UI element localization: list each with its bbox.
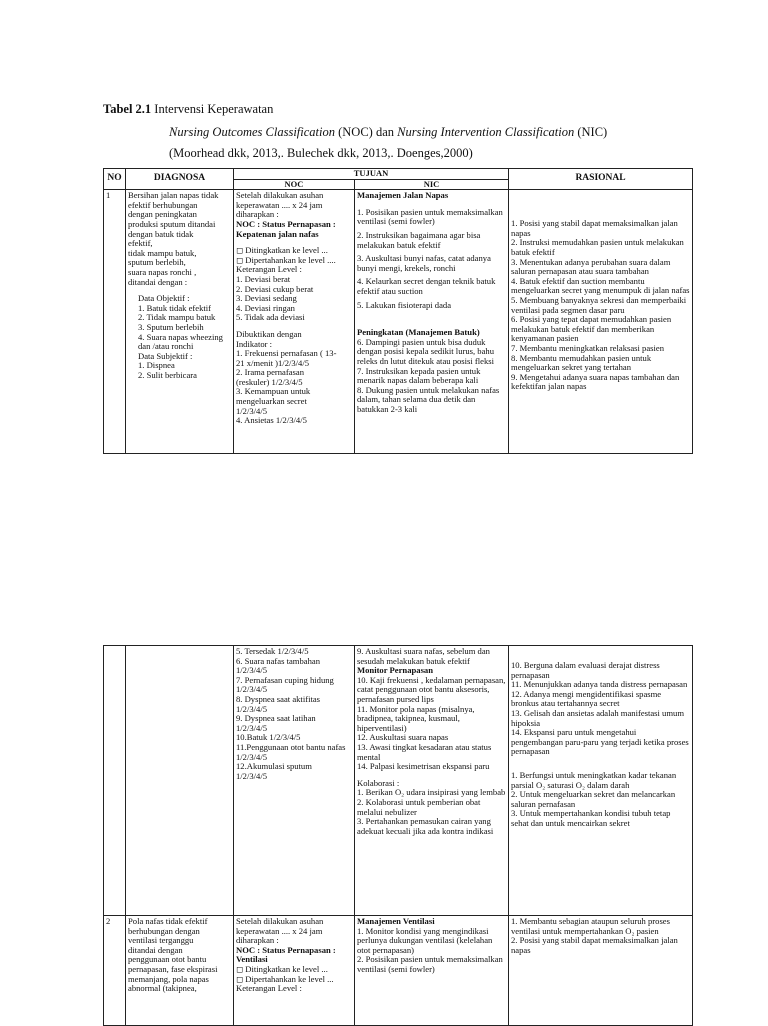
list-line: Pola nafas tidak efektif: [128, 916, 208, 926]
row3-rasional: [509, 916, 693, 1026]
intervention-table-part2: [103, 645, 693, 1026]
intervention-table-part1: [103, 168, 693, 454]
list-line: 6. Suara nafas tambahan: [236, 655, 320, 666]
noc-abbr: (NOC) dan: [338, 125, 394, 139]
row1-do-title: Data Objektif :: [138, 293, 190, 304]
list-line: 13. Awasi tingkat kesadaran atau status mental: [357, 741, 492, 762]
list-line: 3. Pertahankan pemasukan cairan yang adekuat kecuali jika ada kontra indikasi: [357, 816, 494, 836]
list-line: 2. Irama pernafasan: [236, 367, 304, 378]
list-line: diharapkan :: [236, 209, 279, 220]
row1-noc-levels: [236, 246, 352, 323]
header-rasional: RASIONAL: [509, 169, 693, 190]
list-line: abnormal (takipnea,: [128, 983, 197, 994]
list-line: 1. Dispnea: [138, 360, 175, 371]
row1-ds-title: Data Subjektif :: [138, 350, 193, 361]
header-nic: NIC: [355, 179, 509, 190]
list-line: dan /atau ronchi: [138, 341, 194, 352]
row1-noc-indicator: [236, 330, 352, 426]
row2-noc-list: [236, 647, 352, 781]
list-line: 7. Membantu meningkatkan relaksasi pasien: [511, 342, 664, 353]
list-line: produksi sputum ditandai: [128, 218, 216, 229]
list-line: 9. Dyspnea saat latihan: [236, 713, 316, 724]
list-line: 11. Monitor pola napas (misalnya, bradipnea, takipnea, kusmaul, hiperventilasi): [357, 703, 475, 733]
list-line: 12.Akumulasi sputum: [236, 761, 312, 772]
header-noc: NOC: [234, 179, 355, 190]
row3-diagnosa: [126, 916, 234, 1026]
list-line: 6. Posisi yang tepat dapat memudahkan pasien melakukan batuk efektif dan memberikan kenyamanan pasien: [511, 314, 672, 344]
row3-diagnosa-text: [128, 917, 231, 994]
row2-nic-item9: 9. Auskultasi suara nafas, sebelum dan sesudah melakukan batuk efektif: [357, 646, 490, 666]
list-line: 5. Tidak ada deviasi: [236, 312, 305, 323]
list-line: 4. Suara napas wheezing: [138, 331, 223, 342]
list-line: 9. Mengetahui adanya suara napas tambahan dan kefektifan jalan napas: [511, 371, 680, 392]
nic-name: Nursing Intervention Classification: [397, 125, 575, 139]
list-line: 1/2/3/4/5: [236, 722, 268, 733]
list-line: efektif,: [128, 238, 153, 249]
list-line: keperawatan .... x 24 jam: [236, 925, 323, 936]
row1-noc-status2: Kepatenan jalan nafas: [236, 228, 319, 239]
row3-nic: [355, 916, 509, 1026]
list-line: 2. Tidak mampu batuk: [138, 312, 216, 323]
list-line: 10. Kaji frekuensi , kedalaman pernapasan, catat penggunaan otot bantu aksesoris, pernafasan pursed lips: [357, 674, 506, 704]
list-line: 7. Pernafasan cuping hidung: [236, 674, 334, 685]
nic-abbr: (NIC): [577, 125, 608, 139]
list-line: ◻ Dipertahankan ke level ....: [236, 254, 336, 265]
row1-diagnosa-text: [128, 191, 231, 287]
list-line: Setelah dilakukan asuhan: [236, 916, 324, 926]
list-line: 2. Sulit berbicara: [138, 369, 197, 380]
list-line: 14. Ekspansi paru untuk mengetahui pengembangan paru-paru yang terjadi ketika proses pernapasan: [511, 727, 689, 757]
list-line: Keterangan Level :: [236, 983, 302, 994]
list-line: dengan batuk tidak: [128, 228, 194, 239]
row1-noc-status: NOC : Status Pernapasan :: [236, 218, 336, 229]
row1-nic-title1: Manajemen Jalan Napas: [357, 190, 449, 201]
list-line: ◻ Ditingkatkan ke level ...: [236, 963, 328, 974]
list-line: 3. Deviasi sedang: [236, 293, 297, 304]
list-line: ◻ Dipertahankan ke level ...: [236, 973, 334, 984]
row1-nic-list2: [357, 338, 506, 415]
row3-noc-intro: [236, 917, 352, 946]
list-line: 21 x/menit )1/2/3/4/5: [236, 357, 310, 368]
list-line: 5. Tersedak 1/2/3/4/5: [236, 646, 309, 656]
row3-noc-status: NOC : Status Pernapasan :: [236, 944, 336, 955]
list-line: 2. Kolaborasi untuk pemberian obat melalui nebulizer: [357, 796, 481, 817]
list-line: pernapasan, fase ekspirasi: [128, 963, 218, 974]
row2-kolab-title: Kolaborasi :: [357, 777, 400, 788]
list-line: 1/2/3/4/5: [236, 665, 268, 676]
list-line: berhubungan dengan: [128, 925, 200, 936]
row1-ds-list: [128, 361, 231, 380]
list-line: 3. Auskultasi bunyi nafas, catat adanya bunyi mengi, krekels, ronchi: [357, 253, 491, 273]
list-line: ventilasi terganggu: [128, 935, 194, 946]
row1-nic-title2: Peningkatan (Manajemen Batuk): [357, 327, 480, 338]
list-line: Dibuktikan dengan: [236, 328, 302, 339]
list-line: 4. Kelaurkan secret dengan teknik batuk efektif atau suction: [357, 276, 496, 296]
sources: (Moorhead dkk, 2013,. Bulechek dkk, 2013,. Doenges,2000): [169, 146, 473, 160]
list-line: dengan peningkatan: [128, 209, 197, 220]
row3-nic-title: Manajemen Ventilasi: [357, 916, 435, 926]
list-line: 2. Posisi yang stabil dapat memaksimalkan jalan napas: [511, 935, 678, 955]
list-line: 1. Batuk tidak efektif: [138, 302, 212, 313]
list-line: tidak mampu batuk,: [128, 247, 197, 258]
list-line: 7. Instruksikan kepada pasien untuk menarik napas dalam beberapa kali: [357, 365, 481, 386]
list-line: 1. Frekuensi pernafasan ( 13-: [236, 348, 337, 359]
row2-nic-title3: Monitor Pernapasan: [357, 665, 433, 676]
list-line: Setelah dilakukan asuhan: [236, 190, 324, 201]
header-diagnosa: DIAGNOSA: [126, 169, 234, 190]
list-line: 13. Gelisah dan ansietas adalah manifestasi umum hipoksia: [511, 707, 685, 728]
list-line: (reskuler) 1/2/3/4/5: [236, 376, 303, 387]
list-line: 3. Sputum berlebih: [138, 321, 204, 332]
list-line: Bersihan jalan napas tidak: [128, 190, 219, 201]
row1-rasional: [509, 190, 693, 454]
list-line: 1. Monitor kondisi yang mengindikasi perlunya dukungan ventilasi (kelelahan otot pernapasan): [357, 925, 493, 955]
list-line: 2. Deviasi cukup berat: [236, 283, 314, 294]
row3-noc: [234, 916, 355, 1026]
row2-noc: [234, 646, 355, 916]
list-line: ditandai dengan: [128, 944, 183, 955]
list-line: 3. Kemampuan untuk: [236, 386, 311, 397]
row2-nic: [355, 646, 509, 916]
list-line: 1/2/3/4/5: [236, 405, 268, 416]
list-line: 2. Untuk mengeluarkan sekret dan melancarkan saluran pernafasan: [511, 789, 676, 809]
row1-rasional-list: [511, 219, 690, 392]
list-line: 2. Instruksikan bagaimana agar bisa melakukan batuk efektif: [357, 229, 481, 250]
row2-rasional: [509, 646, 693, 916]
row1-noc-intro: [236, 191, 352, 220]
list-line: 1. Posisi yang stabil dapat memaksimalkan jalan napas: [511, 218, 678, 238]
list-line: diharapkan :: [236, 935, 279, 946]
list-line: 1. Posisikan pasien untuk memaksimalkan ventilasi (semi fowler): [357, 206, 503, 227]
list-line: ◻ Ditingkatkan ke level ...: [236, 245, 328, 256]
list-line: efektif berhubungan: [128, 199, 198, 210]
list-line: 1. Berikan O₂ udara insipirasi yang lembab: [357, 787, 506, 798]
list-line: 12. Auskultasi suara napas: [357, 732, 449, 743]
table-title: Intervensi Keperawatan: [154, 102, 274, 116]
list-line: penggunaan otot bantu: [128, 954, 207, 965]
list-line: 11. Menunjukkan adanya tanda distress pernapasan: [511, 679, 688, 690]
list-line: 1/2/3/4/5: [236, 703, 268, 714]
list-line: 4. Deviasi ringan: [236, 302, 295, 313]
row2-kolab-list: [357, 788, 506, 836]
list-line: mengeluarkan secret: [236, 396, 307, 407]
list-line: Keterangan Level :: [236, 264, 302, 275]
list-line: 1/2/3/4/5: [236, 770, 268, 781]
row1-do-list: [128, 304, 231, 352]
row1-nic-list1: [357, 208, 506, 310]
list-line: 10.Batuk 1/2/3/4/5: [236, 732, 301, 743]
list-line: 8. Membantu memudahkan pasien untuk mengeluarkan sekret yang tertahan: [511, 352, 652, 373]
header-tujuan: TUJUAN: [234, 169, 509, 180]
list-line: 5. Lakukan fisioterapi dada: [357, 299, 452, 310]
list-line: 11.Penggunaan otot bantu nafas: [236, 741, 346, 752]
table-caption: [103, 100, 607, 162]
list-line: memanjang, pola napas: [128, 973, 209, 984]
row1-nic: [355, 190, 509, 454]
row2-rasional-list-b: [511, 771, 690, 829]
table-label: Tabel 2.1: [103, 102, 152, 116]
row1-noc: [234, 190, 355, 454]
list-line: 1/2/3/4/5: [236, 751, 268, 762]
row3-nic-list: [357, 927, 506, 975]
row2-rasional-list-a: [511, 661, 690, 757]
list-line: 10. Berguna dalam evaluasi derajat distress pernapasan: [511, 660, 660, 680]
row1-diagnosa: [126, 190, 234, 454]
list-line: 4. Ansietas 1/2/3/4/5: [236, 415, 307, 426]
row2-nic-list3: [357, 676, 506, 772]
row3-no: 2: [104, 916, 126, 1026]
list-line: 1. Deviasi berat: [236, 273, 291, 284]
list-line: 2. Posisikan pasien untuk memaksimalkan ventilasi (semi fowler): [357, 954, 503, 974]
row3-rasional-list: [511, 917, 690, 955]
row2-no: [104, 646, 126, 916]
list-line: 14. Palpasi kesimetrisan ekspansi paru: [357, 761, 490, 772]
list-line: sputum berlebih,: [128, 257, 186, 268]
list-line: 6. Dampingi pasien untuk bisa duduk dengan posisi kepala sedikit lurus, bahu releks dn lutut ditekuk atau posisi fleksi: [357, 336, 495, 366]
list-line: 1. Membantu sebagian ataupun seluruh proses ventilasi untuk mempertahankan O₂ pasien: [511, 916, 670, 936]
row1-no: 1: [104, 190, 126, 454]
list-line: 3. Menentukan adanya perubahan suara dalam saluran pernapasan atau suara tambahan: [511, 256, 671, 277]
noc-name: Nursing Outcomes Classification: [169, 125, 335, 139]
list-line: Indikator :: [236, 338, 273, 349]
list-line: suara napas ronchi ,: [128, 266, 197, 277]
header-no: NO: [104, 169, 126, 190]
list-line: 2. Instruksi memudahkan pasien untuk melakukan batuk efektif: [511, 237, 684, 257]
list-line: keperawatan .... x 24 jam: [236, 199, 323, 210]
row3-noc-levels: [236, 965, 352, 994]
list-line: ditandai dengan :: [128, 276, 188, 287]
list-line: 3. Untuk mempertahankan kondisi tubuh tetap sehat dan untuk mencairkan sekret: [511, 808, 671, 828]
list-line: 4. Batuk efektif dan suction membantu mengeluarkan secret yang menumpuk di jalan nafas: [511, 275, 690, 296]
list-line: 8. Dyspnea saat aktifitas: [236, 693, 321, 704]
row3-noc-status2: Ventilasi: [236, 954, 268, 965]
list-line: 5. Membuang banyaknya sekresi dan memperbaiki ventilasi pada segmen dasar paru: [511, 294, 687, 315]
list-line: 1. Berfungsi untuk meningkatkan kadar tekanan parsial O₂ saturasi O₂ dalam darah: [511, 769, 677, 790]
list-line: 1/2/3/4/5: [236, 684, 268, 695]
list-line: 8. Dukung pasien untuk melakukan nafas dalam, tahan selama dua detik dan batukkan 2-3 kali: [357, 384, 500, 414]
row2-diagnosa: [126, 646, 234, 916]
list-line: 12. Adanya mengi mengidentifikasi spasme bronkus atau tertahannya secret: [511, 688, 662, 709]
